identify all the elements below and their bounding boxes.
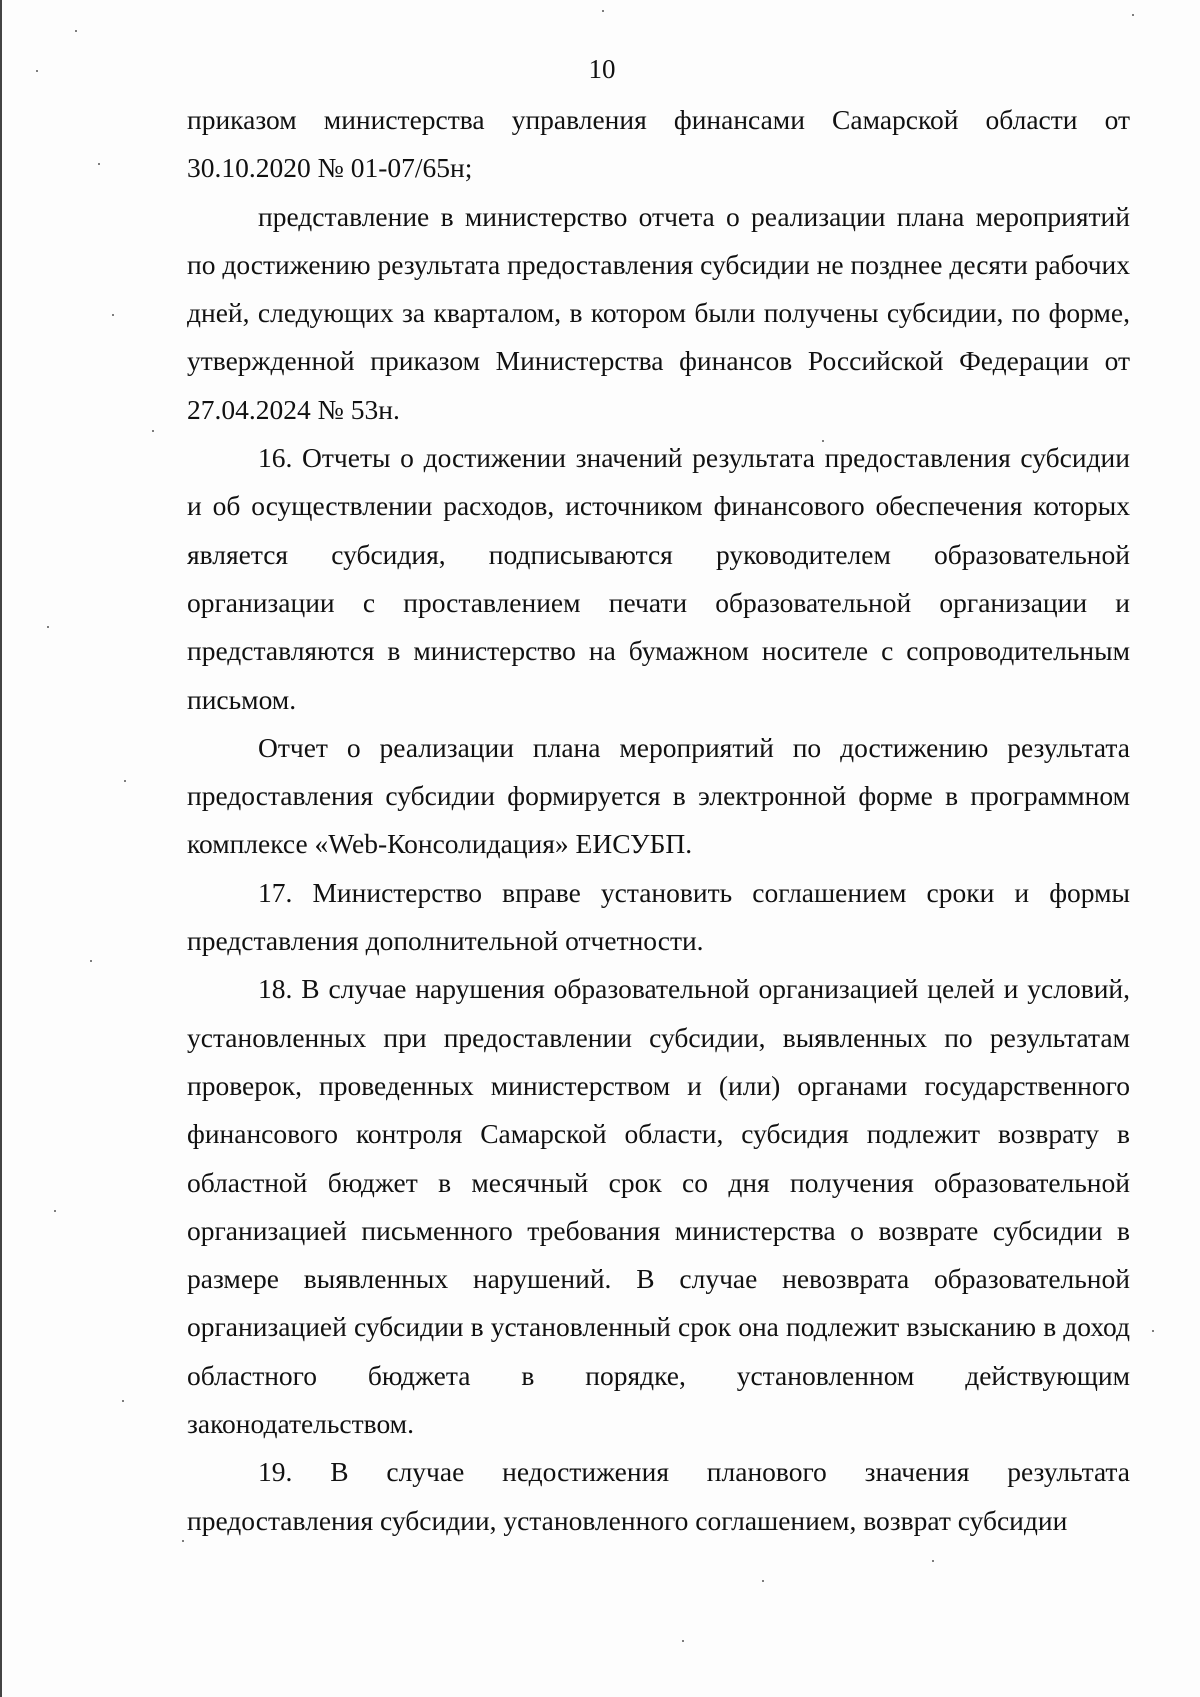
paragraph-19: 19. В случае недостижения планового значения результата предоставления субсидии, установленного соглашением, возврат субсидии bbox=[187, 1456, 1130, 1536]
paragraph-17: 17. Министерство вправе установить соглашением сроки и формы представления дополнительной отчетности. bbox=[187, 876, 1130, 957]
scan-speck bbox=[602, 10, 604, 12]
scan-speck bbox=[124, 780, 126, 782]
scan-speck bbox=[1152, 1330, 1154, 1332]
paragraph-18: 18. В случае нарушения образовательной организацией целей и условий, установленных при предоставлении субсидии, выявленных по результатам проверок, проведенных министерством и (или) органами государственного финансового контроля Самарской области, субсидия подлежит возврату в областной бюджет в месячный срок со дня получения образовательной организацией письменного требования министерства о возврате субсидии в размере выявленных нарушений. В случае невозврата образовательной организацией субсидии в установленный срок она подлежит взысканию в доход областного бюджета в порядке, установленном действующим законодательством. bbox=[187, 973, 1130, 1440]
paragraph-report-submission: представление в министерство отчета о реализации плана мероприятий по достижению результата предоставления субсидии не позднее десяти рабочих дней, следующих за кварталом, в котором были получены субсидии, по форме, утвержденной приказом Министерства финансов Российской Федерации от 27.04.2024 № 53н. bbox=[187, 200, 1130, 425]
scan-speck bbox=[47, 626, 49, 628]
scan-speck bbox=[182, 1540, 184, 1542]
scan-speck bbox=[36, 70, 38, 72]
scan-speck bbox=[122, 1400, 124, 1402]
scan-speck bbox=[932, 1560, 934, 1562]
scan-speck bbox=[822, 440, 824, 442]
scan-speck bbox=[112, 314, 114, 316]
scan-speck bbox=[90, 960, 92, 962]
paragraph-16-report: Отчет о реализации плана мероприятий по достижению результата предоставления субсидии формируется в электронной форме в программном комплексе «Web-Консолидация» ЕИСУБП. bbox=[187, 731, 1130, 860]
scan-speck bbox=[762, 1580, 764, 1582]
paragraph-16: 16. Отчеты о достижении значений результата предоставления субсидии и об осуществлении расходов, источником финансового обеспечения которых является субсидия, подписываются руководителем образовательной организации с проставлением печати образовательной организации и представляются в министерство на бумажном носителе с сопроводительным письмом. bbox=[187, 442, 1130, 715]
page-number: 10 bbox=[588, 54, 616, 84]
scan-speck bbox=[682, 1640, 684, 1642]
scan-speck bbox=[54, 1210, 56, 1212]
paragraph-continuation: приказом министерства управления финансами Самарской области от 30.10.2020 № 01-07/65н; bbox=[187, 104, 1130, 184]
scan-speck bbox=[152, 430, 154, 432]
document-body bbox=[187, 96, 1130, 1545]
scan-speck bbox=[75, 30, 77, 32]
scan-speck bbox=[98, 163, 100, 165]
scan-speck bbox=[1132, 14, 1134, 16]
